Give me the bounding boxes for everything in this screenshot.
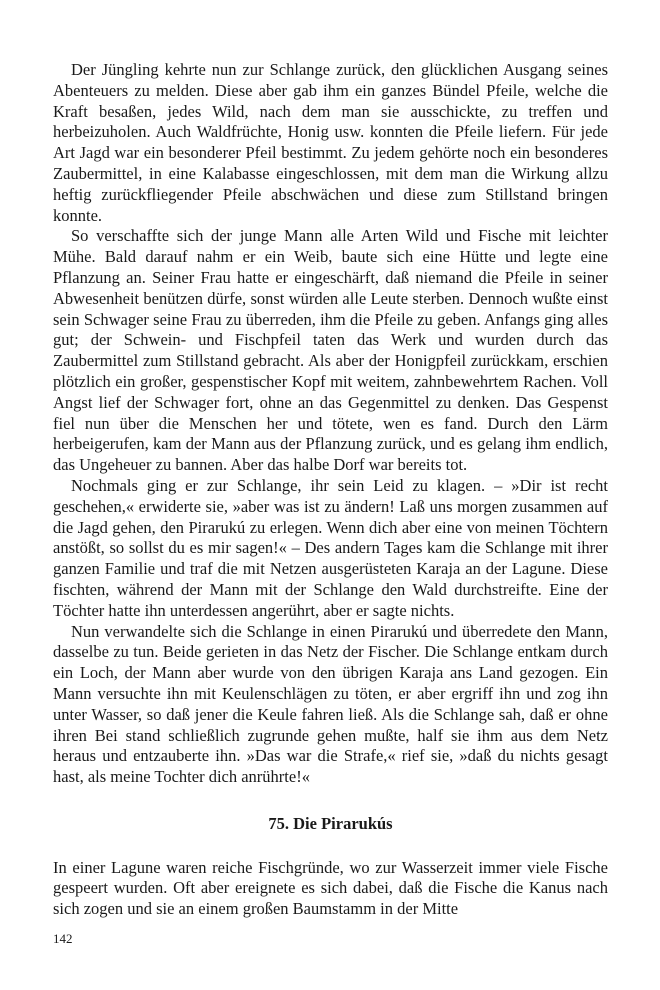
page-number: 142 <box>53 931 73 946</box>
paragraph-1: Der Jüngling kehrte nun zur Schlange zurück, den glücklichen Ausgang seines Abenteuers zu melden. Diese aber gab ihm ein ganzes Bündel Pfeile, welche die Kraft besaßen, jedes Wild, nach dem man sie ausschickte, zu treffen und herbeizuholen. Auch Waldfrüchte, Honig usw. konnten die Pfeile liefern. Für jede Art Jagd war ein besonderer Pfeil bestimmt. Zu jedem gehörte noch ein besonderes Zaubermittel, in eine Kalabasse eingeschlossen, mit dem man die Wirkung allzu heftig zurückfliegender Pfeile abschwächen und diese zum Stillstand bringen konnte. <box>53 60 608 225</box>
paragraph-4: Nun verwandelte sich die Schlange in einen Pirarukú und überredete den Mann, dasselbe zu tun. Beide gerieten in das Netz der Fischer. Die Schlange entkam durch ein Loch, der Mann aber wurde von den übrigen Karaja ans Land gezogen. Ein Mann versuchte ihn mit Keulenschlägen zu töten, er aber ergriff ihn und zog ihn unter Wasser, so daß jener die Keule fahren ließ. Als die Schlange sah, daß er ohne ihren Bei stand schließlich zugrunde gehen mußte, half sie ihm aus dem Netz heraus und entzauberte ihn. »Das war die Strafe,« rief sie, »daß du nichts gesagt hast, als meine Tochter dich anrührte!« <box>53 621 608 787</box>
paragraph-2: So verschaffte sich der junge Mann alle Arten Wild und Fische mit leichter Mühe. Bald darauf nahm er ein Weib, baute sich eine Hütte und legte eine Pflanzung an. Seiner Frau hatte er eingeschärft, daß niemand die Pfeile in seiner Abwesenheit benützen dürfe, sonst würden alle Leute sterben. Dennoch wußte einst sein Schwager seine Frau zu überreden, ihm die Pfeile zu geben. Anfangs ging alles gut; der Schwein- und Fischpfeil taten das Werk und wurden durch das Zaubermittel zum Stillstand gebracht. Als aber der Honigpfeil zurückkam, erschien plötzlich ein großer, gespenstischer Kopf mit weitem, zahnbewehrtem Rachen. Voll Angst lief der Schwager fort, ohne an das Gegenmittel zu denken. Das Gespenst fiel nun über die Menschen her und tötete, wen es fand. Durch den Lärm herbeigerufen, kam der Mann aus der Pflanzung zurück, und es gelang ihm endlich, das Ungeheuer zu bannen. Aber das halbe Dorf war bereits tot. <box>53 226 608 475</box>
section-paragraph: In einer Lagune waren reiche Fischgründe, wo zur Wasserzeit immer viele Fische gespeert wurden. Oft aber ereignete es sich dabei, daß die Fische die Kanus nach sich zogen und sie an einem großen Baumstamm in der Mitte <box>53 857 608 919</box>
section-heading: 75. Die Pirarukús <box>268 813 393 833</box>
page-body <box>53 60 608 920</box>
paragraph-3: Nochmals ging er zur Schlange, ihr sein Leid zu klagen. – »Dir ist recht geschehen,« erwiderte sie, »aber was ist zu ändern! Laß uns morgen zusammen auf die Jagd gehen, den Pirarukú zu erlegen. Wenn dich aber eine von meinen Töchtern anstößt, so sollst du es mir sagen!« – Des andern Tages kam die Schlange mit ihrer ganzen Familie und traf die mit Netzen ausgerüsteten Karaja an der Lagune. Diese fischten, während der Mann mit der Schlange den Wald durchstreifte. Eine der Töchter hatte ihn unterdessen angerührt, aber er sagte nichts. <box>53 475 608 620</box>
